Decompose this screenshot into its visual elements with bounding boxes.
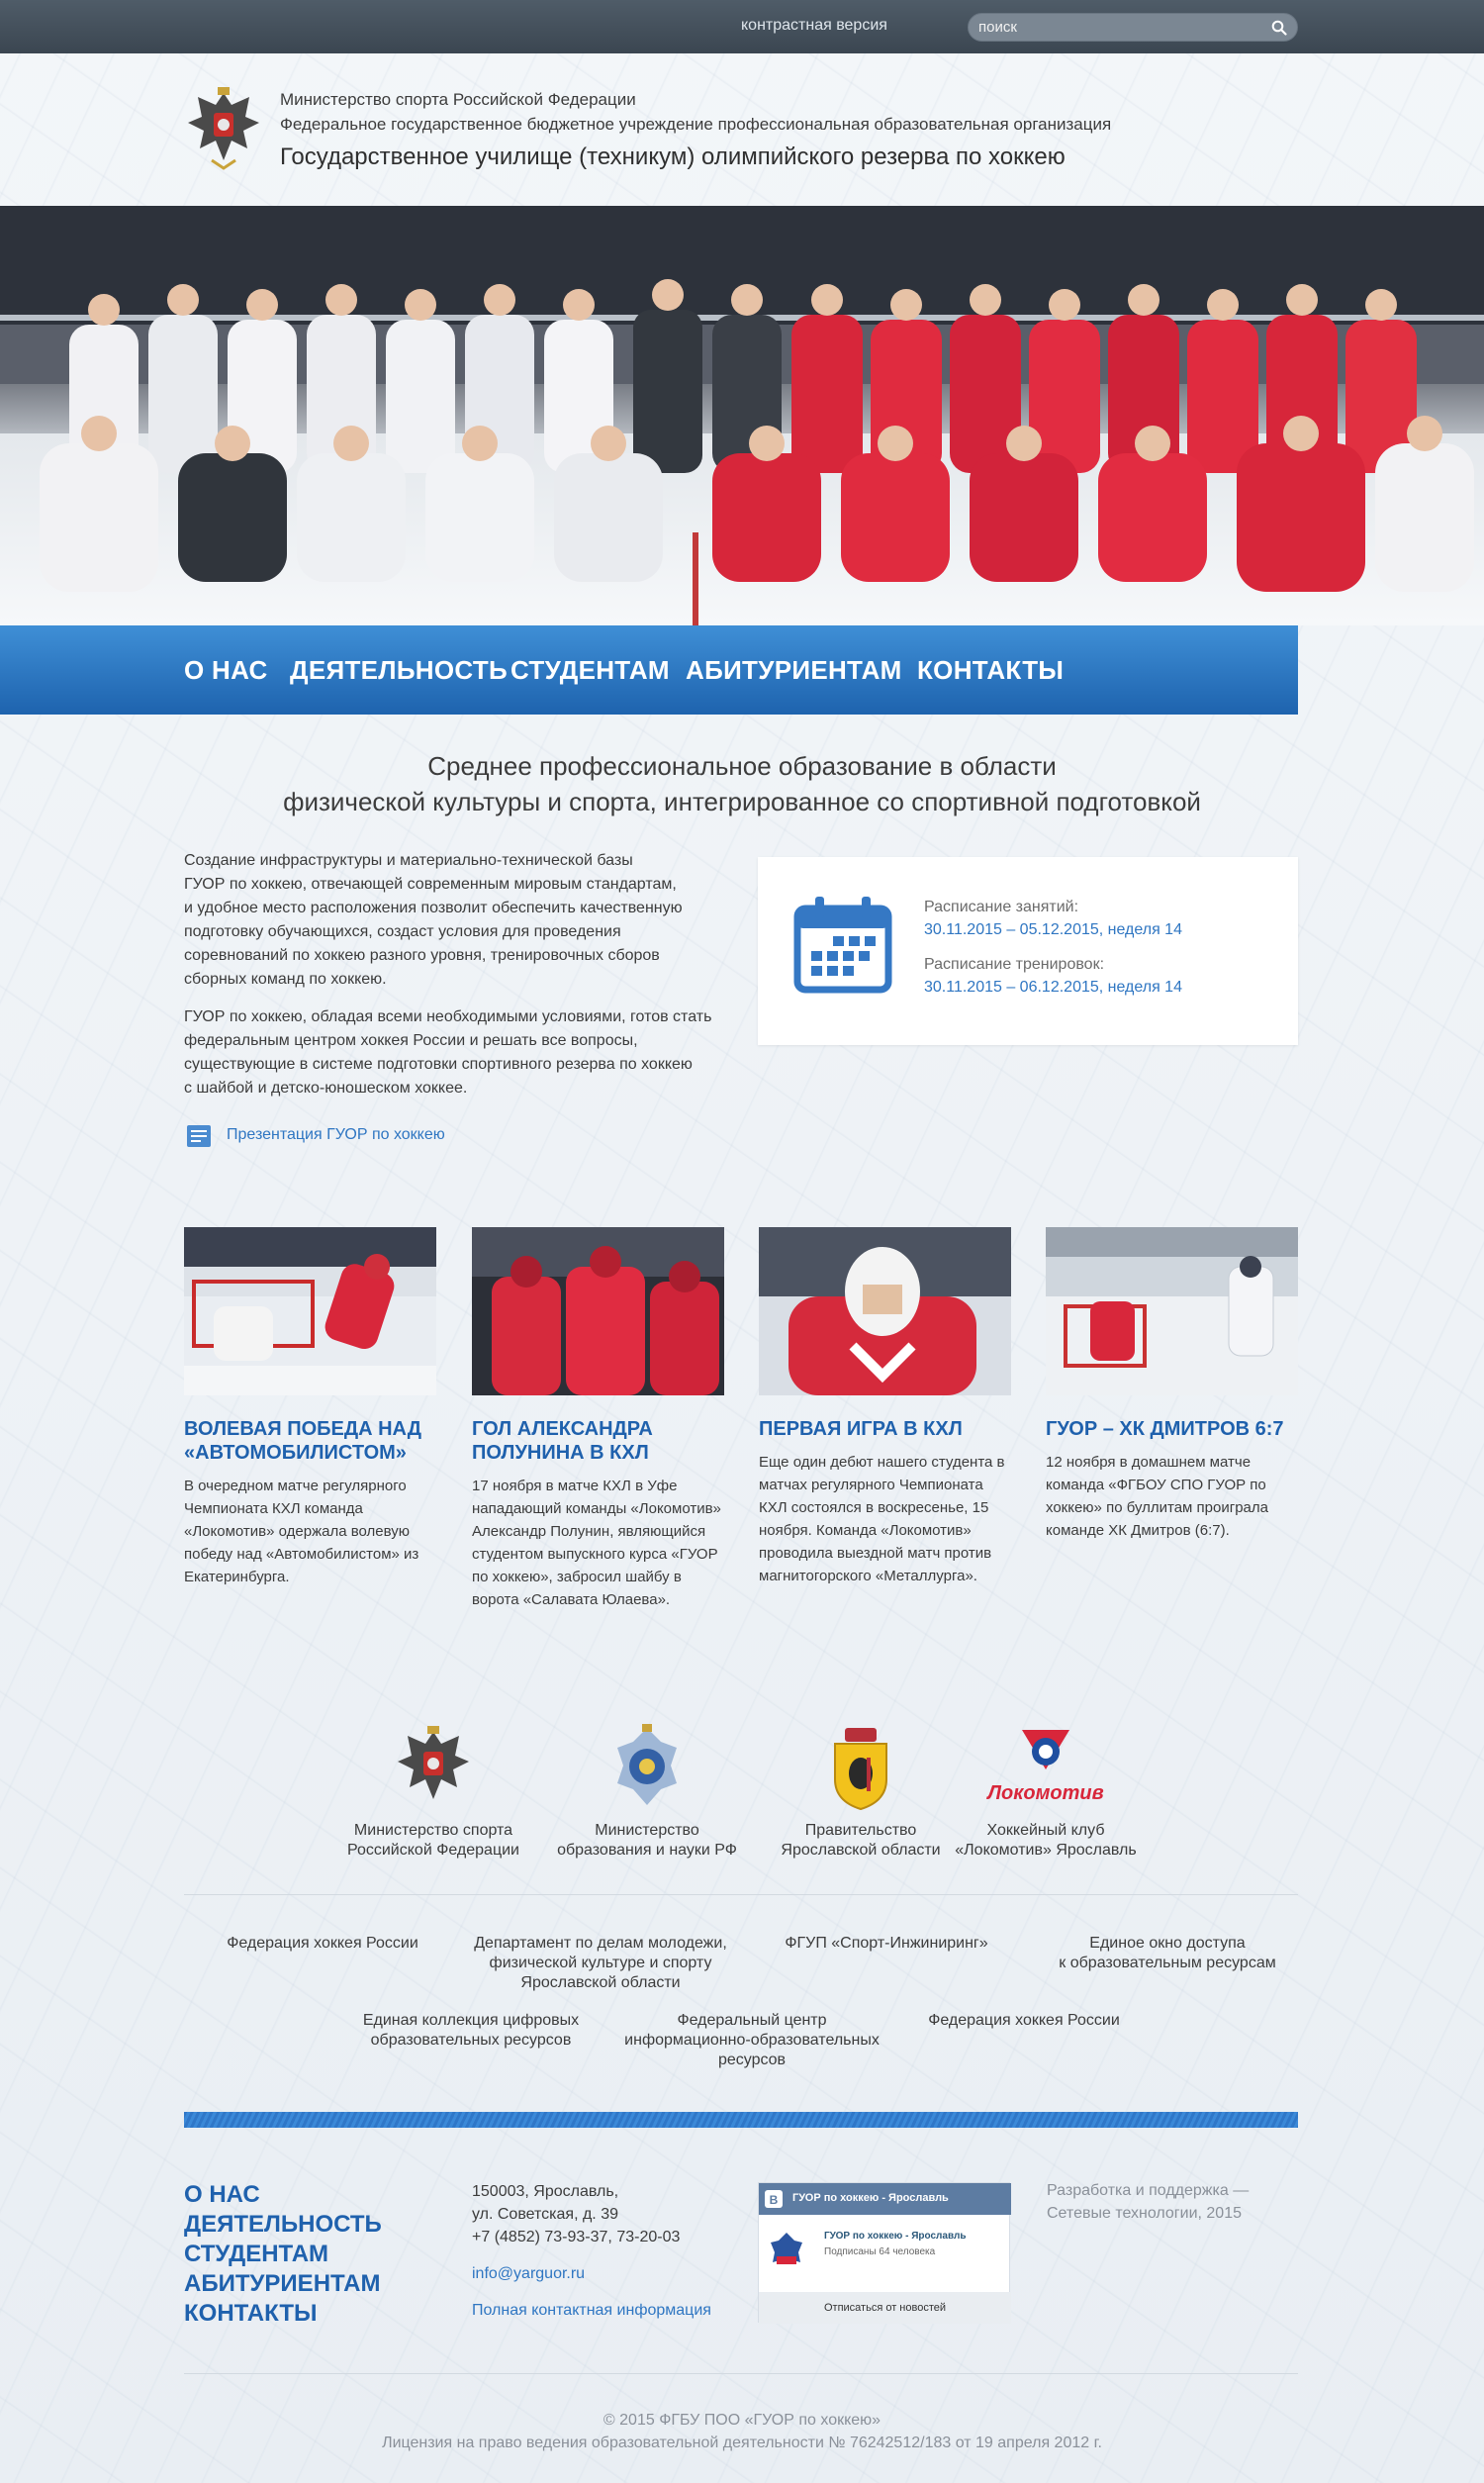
news-item — [1046, 1227, 1298, 1542]
intro-p1-line: сборных команд по хоккею. — [184, 971, 387, 988]
site-header — [0, 53, 1484, 206]
vk-widget-title[interactable]: ГУОР по хоккею - Ярославль — [792, 2192, 949, 2204]
vk-unsubscribe-button[interactable]: Отписаться от новостей — [759, 2292, 1011, 2324]
nav-activity[interactable]: ДЕЯТЕЛЬНОСТЬ — [290, 655, 509, 685]
contrast-version-link[interactable]: контрастная версия — [741, 17, 887, 34]
footer-nav-applicants[interactable]: АБИТУРИЕНТАМ — [184, 2270, 381, 2297]
footer-address-line2: ул. Советская, д. 39 — [472, 2206, 618, 2223]
intro-p2-line: федеральным центром хоккея России и решать все вопросы, — [184, 1032, 638, 1049]
copyright: © 2015 ФГБУ ПОО «ГУОР по хоккею» — [603, 2412, 881, 2429]
resource-link-digital-collection[interactable] — [342, 2011, 600, 2051]
news-text: 17 ноября в матче КХЛ в Уфе нападающий команды «Локомотив» Александр Полунин, являющийся студентом выпускного курса «ГУОР по хоккею», забросил шайбу в ворота «Салавата Юлаева». — [472, 1478, 721, 1608]
partner-label: образования и науки РФ — [557, 1842, 737, 1859]
resource-link-line: Федеральный центр — [677, 2012, 827, 2029]
news-title[interactable]: ВОЛЕВАЯ ПОБЕДА НАД «АВТОМОБИЛИСТОМ» — [184, 1418, 421, 1464]
calendar-icon — [793, 895, 892, 994]
news-text: 12 ноября в домашнем матче команда «ФГБОУ СПО ГУОР по хоккею» по буллитам проиграла команде ХК Дмитров (6:7). — [1046, 1454, 1268, 1539]
classes-schedule-label: Расписание занятий: — [924, 899, 1079, 915]
vk-logo-icon — [765, 2190, 783, 2208]
intro-p2-line: существующие в системе подготовки спортивного резерва по хоккею — [184, 1056, 693, 1073]
training-schedule-link[interactable]: 30.11.2015 – 06.12.2015, неделя 14 — [924, 979, 1182, 996]
resource-link-line: к образовательным ресурсам — [1059, 1955, 1276, 1971]
partner-ministry-education[interactable] — [553, 1722, 741, 1861]
lokomotiv-logo-icon — [986, 1722, 1105, 1813]
intro-lead-line1: Среднее профессиональное образование в области — [427, 751, 1057, 781]
partner-lokomotiv[interactable] — [952, 1722, 1140, 1861]
news-item — [184, 1227, 436, 1588]
resource-link-line: Ярославской области — [520, 1974, 681, 1991]
partner-label: Ярославской области — [781, 1842, 941, 1859]
footer-divider — [184, 2373, 1298, 2374]
vk-group-name[interactable]: ГУОР по хоккею - Ярославль — [824, 2231, 967, 2242]
resource-link-line: Единое окно доступа — [1089, 1935, 1246, 1952]
header-school-name: Государственное училище (техникум) олимпийского резерва по хоккею — [280, 143, 1066, 170]
license: Лицензия на право ведения образовательной деятельности № 76242512/183 от 19 апреля 2012 г. — [382, 2435, 1102, 2451]
vk-group-avatar[interactable] — [767, 2229, 806, 2268]
resource-link-sport-engineering[interactable]: ФГУП «Спорт-Инжиниринг» — [785, 1935, 988, 1952]
intro-p1-line: ГУОР по хоккею, отвечающей современным мировым стандартам, — [184, 876, 677, 893]
nav-about[interactable]: О НАС — [184, 655, 268, 685]
ministry-education-emblem-icon — [607, 1722, 687, 1813]
partner-label: «Локомотив» Ярославль — [955, 1842, 1137, 1859]
intro-p2-line: ГУОР по хоккею, обладая всеми необходимыми условиями, готов стать — [184, 1008, 712, 1025]
news-text: В очередном матче регулярного Чемпионата КХЛ команда «Локомотив» одержала волевую победу над «Автомобилистом» из Екатеринбурга. — [184, 1478, 419, 1585]
resource-link-line: ресурсов — [717, 2052, 787, 2068]
developer-credit-line: Разработка и поддержка — — [1047, 2182, 1250, 2199]
header-institution-type: Федеральное государственное бюджетное учреждение профессиональная образовательная организация — [280, 115, 1112, 134]
nav-applicants[interactable]: АБИТУРИЕНТАМ — [686, 655, 902, 685]
vk-widget-header — [759, 2183, 1011, 2215]
vk-subscriber-count: Подписаны 64 человека — [824, 2246, 936, 2257]
footer-nav-contacts[interactable]: КОНТАКТЫ — [184, 2300, 318, 2327]
partner-label: Хоккейный клуб — [986, 1822, 1105, 1839]
partners-divider — [184, 1894, 1298, 1895]
resource-link-line: физической культуре и спорту — [489, 1955, 712, 1971]
news-image[interactable] — [184, 1227, 436, 1395]
intro-p1-line: и удобное место расположения позволит обеспечить качественную — [184, 900, 683, 916]
presentation-link[interactable]: Презентация ГУОР по хоккею — [227, 1126, 445, 1143]
nav-contacts[interactable]: КОНТАКТЫ — [917, 655, 1065, 685]
footer-nav-activity[interactable]: ДЕЯТЕЛЬНОСТЬ — [184, 2211, 382, 2238]
intro-p2-line: с шайбой и детско-юношеском хоккее. — [184, 1080, 468, 1097]
developer-credit-line: Сетевые технологии, 2015 — [1047, 2205, 1242, 2222]
search-icon[interactable] — [1271, 20, 1287, 36]
footer-nav-about[interactable]: О НАС — [184, 2181, 260, 2208]
top-bar — [0, 0, 1484, 53]
news-image[interactable] — [759, 1227, 1011, 1395]
schedule-card — [758, 857, 1298, 1045]
partner-ministry-sport[interactable] — [339, 1722, 527, 1861]
news-item — [472, 1227, 724, 1611]
training-schedule-label: Расписание тренировок: — [924, 956, 1105, 973]
news-title[interactable]: ПЕРВАЯ ИГРА В КХЛ — [759, 1418, 963, 1440]
resource-link-hockey-federation-2[interactable]: Федерация хоккея России — [928, 2012, 1120, 2029]
intro-paragraph-2 — [184, 1005, 718, 1100]
header-ministry: Министерство спорта Российской Федерации — [280, 90, 636, 109]
search-input[interactable] — [978, 14, 1255, 41]
news-image[interactable] — [472, 1227, 724, 1395]
intro-p1-line: подготовку обучающихся, создаст условия для проведения — [184, 923, 621, 940]
news-title[interactable]: ГУОР – ХК ДМИТРОВ 6:7 — [1046, 1418, 1284, 1440]
resource-link-line: информационно-образовательных — [624, 2032, 880, 2049]
partner-label: Министерство спорта — [353, 1822, 513, 1839]
team-photo — [0, 206, 1484, 625]
intro-paragraph-1 — [184, 849, 718, 992]
resource-link-federal-center[interactable] — [613, 2011, 890, 2070]
resource-link-youth-department[interactable] — [457, 1934, 744, 1993]
developer-credit[interactable] — [1047, 2179, 1304, 2225]
nav-students[interactable]: СТУДЕНТАМ — [510, 655, 670, 685]
classes-schedule-link[interactable]: 30.11.2015 – 05.12.2015, неделя 14 — [924, 921, 1182, 938]
resource-link-line: образовательных ресурсов — [370, 2032, 572, 2049]
partner-label: Министерство — [595, 1822, 699, 1839]
partner-label: Правительство — [804, 1822, 917, 1839]
resource-link-line: Единая коллекция цифровых — [362, 2012, 580, 2029]
footer-stripe — [184, 2112, 1298, 2128]
news-text: Еще один дебют нашего студента в матчах регулярного Чемпионата КХЛ состоялся в воскресенье, 15 ноября. Команда «Локомотив» проводила выездной матч против магнитогорского «Металлурга». — [759, 1454, 1005, 1584]
lokomotiv-logo-text: Локомотив — [987, 1782, 1104, 1804]
vk-widget — [758, 2182, 1010, 2323]
resource-link-hockey-federation[interactable]: Федерация хоккея России — [227, 1935, 418, 1952]
news-image[interactable] — [1046, 1227, 1298, 1395]
team-photo-banner — [0, 206, 1484, 625]
intro-p1-line: соревнований по хоккею разного уровня, тренировочных сборов — [184, 947, 660, 964]
presentation-file-icon[interactable] — [186, 1123, 212, 1149]
yaroslavl-coat-of-arms-icon — [821, 1722, 900, 1813]
partner-label: Российской Федерации — [347, 1842, 519, 1859]
footer-nav-students[interactable]: СТУДЕНТАМ — [184, 2241, 329, 2267]
intro-lead-line2: физической культуры и спорта, интегрированное со спортивной подготовкой — [283, 787, 1201, 816]
resource-link-single-window[interactable] — [1019, 1934, 1316, 1973]
footer-phone: +7 (4852) 73-93-37, 73-20-03 — [472, 2229, 681, 2245]
intro-lead — [0, 748, 1484, 819]
main-nav — [0, 625, 1298, 715]
search-box — [968, 13, 1298, 42]
intro-p1-line: Создание инфраструктуры и материально-технической базы — [184, 852, 633, 869]
news-title[interactable]: ГОЛ АЛЕКСАНДРА ПОЛУНИНА В КХЛ — [472, 1418, 653, 1464]
russian-eagle-emblem-icon[interactable] — [184, 83, 263, 172]
footer-email-link[interactable]: info@yarguor.ru — [472, 2265, 586, 2282]
partner-yaroslavl-government[interactable] — [767, 1722, 955, 1861]
resource-link-line: Департамент по делам молодежи, — [474, 1935, 727, 1952]
svg-text:B: B — [769, 2193, 779, 2207]
russian-eagle-emblem-icon — [394, 1722, 473, 1813]
news-item — [759, 1227, 1011, 1587]
footer-address-line1: 150003, Ярославль, — [472, 2183, 619, 2200]
footer-contacts-link[interactable]: Полная контактная информация — [472, 2302, 711, 2319]
